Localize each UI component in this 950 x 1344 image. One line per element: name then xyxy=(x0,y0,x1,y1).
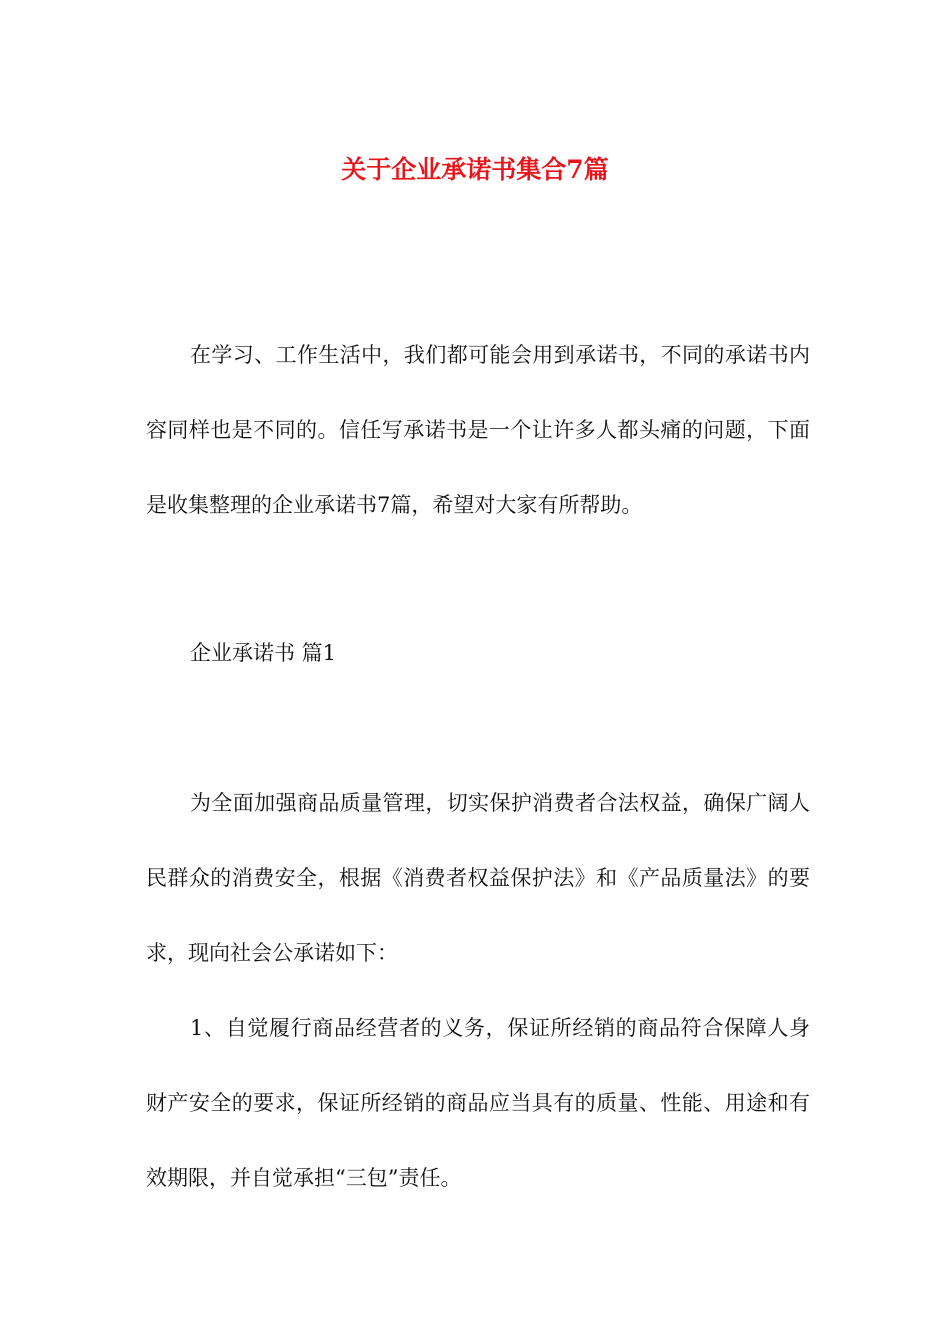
document-title: 关于企业承诺书集合7篇 xyxy=(341,154,609,184)
spacer xyxy=(146,543,810,616)
section-heading: 企业承诺书 篇1 xyxy=(190,641,337,665)
intro-paragraph: 在学习、工作生活中，我们都可能会用到承诺书，不同的承诺书内容同样也是不同的。信任写承诺书是一个让许多人都头痛的问题，下面是收集整理的企业承诺书7篇，希望对大家有所帮助。 xyxy=(146,343,810,517)
body-paragraph: 1、自觉履行商品经营者的义务，保证所经销的商品符合保障人身财产安全的要求，保证所经销的商品应当具有的质量、性能、用途和有效期限，并自觉承担“三包”责任。 xyxy=(146,1016,810,1190)
spacer xyxy=(146,691,810,766)
document-body xyxy=(146,318,810,1216)
body-paragraph: 为全面加强商品质量管理，切实保护消费者合法权益，确保广阔人民群众的消费安全，根据《消费者权益保护法》和《产品质量法》的要求，现向社会公承诺如下： xyxy=(146,791,810,965)
